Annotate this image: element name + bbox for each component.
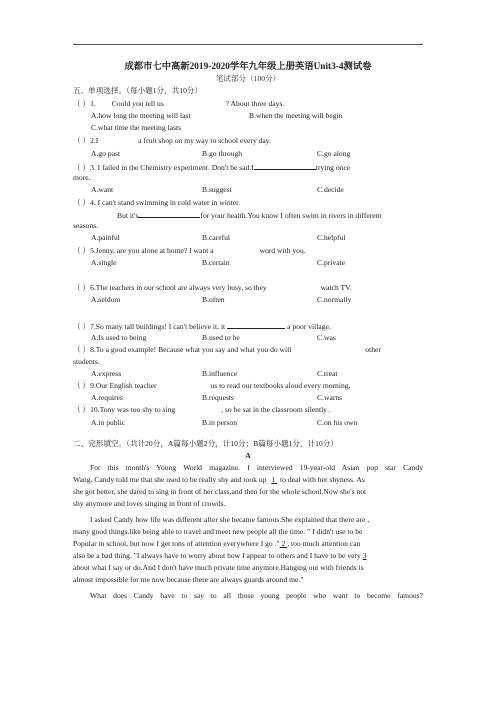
- passage-label: A: [245, 451, 251, 460]
- passage-line: For this month's Young World magazine. I interviewed 19-year-old Asian pop star Candy: [90, 463, 423, 472]
- q10-stem-end: , so he sat in the classroom silently .: [221, 405, 331, 414]
- option: B.careful: [202, 233, 231, 242]
- option: B.certain: [202, 258, 230, 267]
- option: C.go along: [317, 149, 351, 158]
- option: A.seldom: [91, 295, 121, 304]
- option: C.normally: [317, 295, 352, 304]
- option: A.painful: [91, 233, 120, 242]
- passage-line: [73, 551, 367, 560]
- passage-line: almost impossible for me now because there are always guards around me.": [73, 575, 304, 584]
- q5-stem: （ ）5.Jenny, are you alone at home? I want a: [73, 246, 214, 255]
- option: A.want: [91, 185, 114, 194]
- passage-line: [73, 539, 360, 548]
- option: C.treat: [317, 369, 338, 378]
- option: A.how long the meeting will last: [91, 111, 191, 120]
- question-2: [73, 136, 271, 145]
- question-6: [73, 283, 352, 292]
- option: C.was: [317, 333, 336, 342]
- q4-reply: [117, 210, 382, 220]
- page-title: 成都市七中高新2019-2020学年九年级上册英语Unit3-4测试卷: [124, 62, 372, 72]
- option: A.Is used to being: [91, 333, 147, 342]
- option: A.go past: [91, 149, 121, 158]
- option: A.requires: [91, 393, 123, 402]
- question-10: [73, 405, 331, 414]
- q7-stem-end: a poor village.: [287, 322, 331, 331]
- passage-line: What does Candy have to say to all those young people who want to become famous?: [90, 591, 423, 600]
- option: C.warns: [317, 393, 343, 402]
- section-heading: 二、完形填空。（共计20分，A篇每小题2分，计10分；B篇每小题1分，计10分）: [73, 439, 338, 448]
- q8-stem: （ ）8.To a good example! Because what you say and what you do will: [73, 345, 292, 354]
- question-8: [73, 345, 381, 354]
- answer-blank: [227, 321, 285, 329]
- cloze-blank-1: 1: [271, 475, 278, 484]
- option: C.decide: [317, 185, 344, 194]
- option: C.on his own: [317, 418, 358, 427]
- q1-stem: Could you tell us: [111, 99, 164, 108]
- answer-blank: [138, 210, 200, 218]
- question-3: [73, 162, 350, 172]
- question-9: [73, 381, 350, 390]
- question-4: （ ）4. I can't stand swimming in cold water in winter.: [73, 198, 241, 207]
- cloze-blank-2: 2: [279, 539, 288, 548]
- header-rule: [73, 44, 423, 45]
- passage-line: I asked Candy how life was different after she became famous.She explained that there are ,: [90, 515, 370, 524]
- q3-stem: （ ）3. I failed in the Chemistry experiment. Don't be sad.I: [73, 163, 254, 172]
- passage-line: shy anymore and loves singing in front of crowds.: [73, 499, 226, 508]
- q3-continuation: more.: [73, 173, 91, 182]
- passage-line: [73, 475, 365, 484]
- option: A.in public: [91, 418, 126, 427]
- q3-stem-end: trying once: [315, 163, 351, 172]
- q2-prefix: （ ）2.I: [73, 136, 99, 145]
- option: C.helpful: [317, 233, 346, 242]
- option: A.single: [91, 258, 117, 267]
- option: C.what time the meeting lasts: [91, 123, 182, 132]
- q9-stem-end: us to read our textbooks aloud every morning.: [210, 381, 351, 390]
- q4-reply-start: But it's: [117, 211, 139, 220]
- option: C.private: [317, 258, 346, 267]
- passage-text: Wang. Candy told me that she used to be really shy and took up: [73, 475, 267, 484]
- option: B.when the meeting will begin: [249, 111, 343, 120]
- passage-line: about what I say or do.And I don't have much private time anymore.Hanging out with friends is: [73, 563, 364, 572]
- q6-stem: （ ）6.The teachers in our school are always very busy, so they: [73, 283, 267, 292]
- q1-prefix: （ ）1.: [73, 99, 96, 108]
- passage-text: , too much attention can: [287, 539, 361, 548]
- q8-continuation: students.: [73, 357, 100, 366]
- q1-stem-end: ? About three days.: [225, 99, 285, 108]
- option: B.in person: [202, 418, 238, 427]
- option: B.used to be: [202, 333, 240, 342]
- q4-continuation: seasons.: [73, 221, 99, 230]
- passage-text: also be a bad thing. "I always have to worry about how I appear to others and I have to be very: [73, 551, 361, 560]
- question-1: [73, 99, 284, 108]
- cloze-blank-3: 3: [362, 551, 367, 560]
- passage-text: Popular in school, but now I get tons of attention everywhere I go .": [73, 539, 280, 548]
- answer-blank: [254, 162, 316, 170]
- section-heading: 五、单项选择。（每小题1分，共10分）: [73, 86, 203, 95]
- page-subtitle: 笔试部分（100分）: [215, 74, 281, 83]
- q7-stem: （ ）7.So many tall buildings! I can't believe it, it: [73, 322, 226, 331]
- option: B.go through: [202, 149, 243, 158]
- q4-reply-end: for your health.You know I often swim in rivers in different: [200, 211, 382, 220]
- q6-stem-end: watch TV.: [320, 283, 352, 292]
- option: A.express: [91, 369, 122, 378]
- option: B.often: [202, 295, 225, 304]
- question-5: [73, 246, 306, 255]
- option: B.influence: [202, 369, 238, 378]
- q5-stem-end: word with you.: [259, 246, 306, 255]
- q10-stem: （ ）10.Tony was too shy to sing: [73, 405, 176, 414]
- q8-stem-end: other: [365, 345, 381, 354]
- passage-line: many good things.like being able to travel and meet new people all the time. " I didn't use to be: [73, 527, 363, 536]
- question-7: [73, 321, 331, 331]
- option: B.suggest: [202, 185, 232, 194]
- q2-stem: a fruit shop on my way to school every day.: [138, 136, 272, 145]
- q9-stem: （ ）9.Our English teacher: [73, 381, 157, 390]
- passage-line: she got better, she dared to sing in front of her class,and then for the whole school.Now she's not: [73, 487, 367, 496]
- passage-text: to deal with her shyness. As: [280, 475, 365, 484]
- option: B.requests: [202, 393, 234, 402]
